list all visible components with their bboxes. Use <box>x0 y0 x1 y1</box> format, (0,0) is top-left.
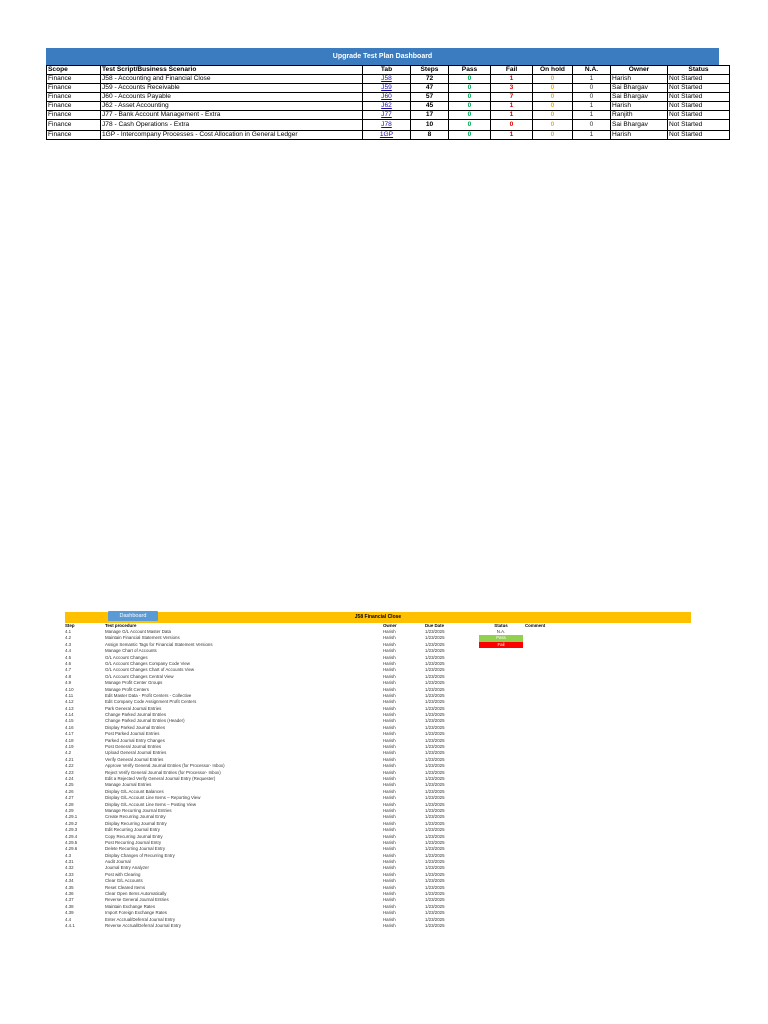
step-owner: Harish <box>383 673 396 679</box>
cell-pass: 0 <box>449 93 491 102</box>
step-due-date: 1/23/2025 <box>425 795 445 801</box>
step-procedure: Delete Recurring Journal Entry <box>105 846 166 852</box>
step-number: 4.26 <box>65 788 74 794</box>
step-status: Fail <box>479 642 523 648</box>
step-number: 4.4 <box>65 916 72 922</box>
step-owner: Harish <box>383 807 396 813</box>
cell-hold: 0 <box>533 75 573 84</box>
step-owner: Harish <box>383 744 396 750</box>
step-owner: Harish <box>383 705 396 711</box>
step-procedure: Display G/L Account Balances <box>105 788 164 794</box>
step-number: 4.10 <box>65 686 74 692</box>
step-owner: Harish <box>383 884 396 890</box>
col-hold: On hold <box>533 66 573 75</box>
step-procedure: G/L Account Changes Chart of Accounts View <box>105 667 195 673</box>
step-number: 4.29.2 <box>65 820 78 826</box>
step-number: 4.25 <box>65 782 74 788</box>
step-number: 4.28 <box>65 801 74 807</box>
dashboard-row <box>47 75 730 84</box>
step-owner: Harish <box>383 629 396 634</box>
step-number: 4.18 <box>65 737 74 743</box>
step-due-date: 1/23/2025 <box>425 635 445 641</box>
step-number: 4.39 <box>65 910 74 916</box>
step-number: 4.34 <box>65 878 74 884</box>
col-pass: Pass <box>449 66 491 75</box>
col-na: N.A. <box>573 66 611 75</box>
step-procedure: Display G/L Account Line Items – Reporting View <box>105 795 201 801</box>
cell-owner: Sai Bhargav <box>611 120 668 131</box>
step-owner: Harish <box>383 750 396 756</box>
step-procedure: Display Changes of Recurring Entry <box>105 852 175 858</box>
step-number: 4.29.1 <box>65 814 78 820</box>
step-owner: Harish <box>383 859 396 865</box>
tab-link[interactable]: J77 <box>363 111 411 120</box>
cell-scenario: 1GP - Intercompany Processes - Cost Allocation in General Ledger <box>101 131 363 140</box>
step-owner: Harish <box>383 795 396 801</box>
cell-status: Not Started <box>668 93 730 102</box>
step-owner: Harish <box>383 737 396 743</box>
step-due-date: 1/23/2025 <box>425 782 445 788</box>
step-number: 4.33 <box>65 871 74 877</box>
step-procedure: Manage Chart of Accounts <box>105 648 157 654</box>
step-number: 4.9 <box>65 680 72 686</box>
step-number: 4.3 <box>65 641 72 647</box>
step-due-date: 1/23/2025 <box>425 750 445 756</box>
cell-pass: 0 <box>449 75 491 84</box>
sheet-title-bar <box>65 612 691 623</box>
step-procedure: Change Parked Journal Entries <box>105 712 167 718</box>
step-owner: Harish <box>383 635 396 641</box>
step-due-date: 1/23/2025 <box>425 884 445 890</box>
step-number: 4.27 <box>65 795 74 801</box>
step-number: 4.5 <box>65 654 72 660</box>
cell-pass: 0 <box>449 102 491 111</box>
step-due-date: 1/23/2025 <box>425 756 445 762</box>
step-due-date: 1/23/2025 <box>425 712 445 718</box>
step-number: 4.38 <box>65 903 74 909</box>
step-due-date: 1/23/2025 <box>425 660 445 666</box>
step-owner: Harish <box>383 763 396 769</box>
step-number: 4.13 <box>65 705 74 711</box>
cell-owner: Harish <box>611 131 668 140</box>
step-number: 4.31 <box>65 859 74 865</box>
step-procedure: Journal Entry Analyzer <box>105 865 149 871</box>
step-procedure: Audit Journal <box>105 859 131 865</box>
cell-fail: 3 <box>491 84 533 93</box>
cell-fail: 1 <box>491 75 533 84</box>
cell-status: Not Started <box>668 111 730 120</box>
step-due-date: 1/23/2025 <box>425 852 445 858</box>
step-owner: Harish <box>383 641 396 647</box>
step-procedure: Post Recurring Journal Entry <box>105 839 162 845</box>
step-number: 4.4.1 <box>65 922 75 928</box>
step-procedure: G/L Account Changes Central View <box>105 673 174 679</box>
step-due-date: 1/23/2025 <box>425 871 445 877</box>
step-due-date: 1/23/2025 <box>425 737 445 743</box>
cell-owner: Sai Bhargav <box>611 84 668 93</box>
dashboard-button[interactable]: Dashboard <box>108 611 158 621</box>
step-procedure: Manage G/L Account Master Data <box>105 629 171 634</box>
cell-scope: Finance <box>47 93 101 102</box>
hdr-comment: Comment <box>525 623 546 628</box>
step-number: 4.17 <box>65 731 74 737</box>
step-procedure: Verify General Journal Entries <box>105 756 164 762</box>
cell-scenario: J62 - Asset Accounting <box>101 102 363 111</box>
cell-owner: Harish <box>611 102 668 111</box>
step-number: 4.6 <box>65 660 72 666</box>
step-due-date: 1/23/2025 <box>425 846 445 852</box>
cell-scope: Finance <box>47 131 101 140</box>
step-number: 4.11 <box>65 692 74 698</box>
step-due-date: 1/23/2025 <box>425 692 445 698</box>
step-due-date: 1/23/2025 <box>425 910 445 916</box>
step-owner: Harish <box>383 775 396 781</box>
cell-na: 1 <box>573 131 611 140</box>
step-owner: Harish <box>383 756 396 762</box>
step-procedure: Reject Verify General Journal Entries (for Processor- Inbox) <box>105 769 221 775</box>
cell-scenario: J58 - Accounting and Financial Close <box>101 75 363 84</box>
cell-hold: 0 <box>533 93 573 102</box>
step-procedure: Manage Recurring Journal Entries <box>105 807 172 813</box>
cell-hold: 0 <box>533 102 573 111</box>
step-due-date: 1/23/2025 <box>425 903 445 909</box>
step-owner: Harish <box>383 903 396 909</box>
step-procedure: Manage Profit Centers <box>105 686 149 692</box>
cell-na: 0 <box>573 84 611 93</box>
cell-status: Not Started <box>668 120 730 131</box>
step-due-date: 1/23/2025 <box>425 916 445 922</box>
step-procedure: Approve Verify General Journal Entries (for Processor- Inbox) <box>105 763 225 769</box>
step-procedure: G/L Account Changes Company Code View <box>105 660 190 666</box>
dashboard-body <box>47 75 730 140</box>
step-number: 4.37 <box>65 897 74 903</box>
cell-steps: 17 <box>411 111 449 120</box>
sheet-title: J58 Financial Close <box>354 614 402 620</box>
col-tab: Tab <box>363 66 411 75</box>
step-number: 4.2 <box>65 635 72 641</box>
step-owner: Harish <box>383 897 396 903</box>
step-owner: Harish <box>383 839 396 845</box>
hdr-procedure: Test procedure <box>105 623 137 628</box>
step-procedure: Edit Company Code Assignment Profit Centers <box>105 699 197 705</box>
step-owner: Harish <box>383 916 396 922</box>
step-number: 4.29.3 <box>65 827 78 833</box>
step-due-date: 1/23/2025 <box>425 699 445 705</box>
cell-scenario: J60 - Accounts Payable <box>101 93 363 102</box>
dashboard-grid <box>46 65 730 140</box>
dashboard-row <box>47 120 730 131</box>
step-procedure: G/L Account Changes <box>105 654 148 660</box>
step-owner: Harish <box>383 769 396 775</box>
step-procedure: Copy Recurring Journal Entry <box>105 833 163 839</box>
dashboard-row <box>47 131 730 140</box>
step-procedure: Post Parked Journal Entries <box>105 731 160 737</box>
step-procedure: Upload General Journal Entries <box>105 750 167 756</box>
cell-status: Not Started <box>668 84 730 93</box>
step-owner: Harish <box>383 667 396 673</box>
cell-status: Not Started <box>668 131 730 140</box>
step-owner: Harish <box>383 878 396 884</box>
step-number: 4.7 <box>65 667 72 673</box>
step-procedure: Create Recurring Journal Entry <box>105 814 166 820</box>
step-due-date: 1/23/2025 <box>425 705 445 711</box>
step-owner: Harish <box>383 833 396 839</box>
col-scenario: Test Script/Business Scenario <box>101 66 363 75</box>
step-owner: Harish <box>383 692 396 698</box>
tab-link[interactable]: J60 <box>363 93 411 102</box>
step-number: 4.19 <box>65 744 74 750</box>
step-due-date: 1/23/2025 <box>425 801 445 807</box>
cell-scenario: J78 - Cash Operations - Extra <box>101 120 363 131</box>
step-procedure: Edit a Rejected Verify General Journal Entry (Requester) <box>105 775 216 781</box>
tab-link[interactable]: J59 <box>363 84 411 93</box>
step-due-date: 1/23/2025 <box>425 807 445 813</box>
step-due-date: 1/23/2025 <box>425 775 445 781</box>
cell-pass: 0 <box>449 120 491 131</box>
step-owner: Harish <box>383 814 396 820</box>
step-number: 4.35 <box>65 884 74 890</box>
step-owner: Harish <box>383 865 396 871</box>
tab-link[interactable]: J62 <box>363 102 411 111</box>
step-procedure: Change Parked Journal Entries (Header) <box>105 718 185 724</box>
step-owner: Harish <box>383 648 396 654</box>
cell-owner: Sai Bhargav <box>611 93 668 102</box>
step-due-date: 1/23/2025 <box>425 769 445 775</box>
col-status: Status <box>668 66 730 75</box>
step-owner: Harish <box>383 712 396 718</box>
cell-scope: Finance <box>47 75 101 84</box>
step-procedure: Post General Journal Entries <box>105 744 162 750</box>
step-due-date: 1/23/2025 <box>425 731 445 737</box>
step-owner: Harish <box>383 660 396 666</box>
cell-fail: 1 <box>491 102 533 111</box>
step-due-date: 1/23/2025 <box>425 820 445 826</box>
step-owner: Harish <box>383 731 396 737</box>
step-procedure: Maintain Financial Statement Versions <box>105 635 180 641</box>
step-procedure: Enter Accrual/Deferral Journal Entry <box>105 916 176 922</box>
step-owner: Harish <box>383 654 396 660</box>
cell-hold: 0 <box>533 131 573 140</box>
step-procedure: Post with Clearing <box>105 871 141 877</box>
dashboard-table <box>46 48 719 140</box>
step-owner: Harish <box>383 782 396 788</box>
col-scope: Scope <box>47 66 101 75</box>
cell-pass: 0 <box>449 84 491 93</box>
tab-link[interactable]: J78 <box>363 120 411 131</box>
step-number: 4.32 <box>65 865 74 871</box>
step-due-date: 1/23/2025 <box>425 744 445 750</box>
cell-hold: 0 <box>533 84 573 93</box>
col-steps: Steps <box>411 66 449 75</box>
hdr-due-date: Due Date <box>425 623 445 628</box>
step-owner: Harish <box>383 922 396 928</box>
step-number: 4.24 <box>65 775 74 781</box>
cell-na: 0 <box>573 93 611 102</box>
cell-fail: 1 <box>491 131 533 140</box>
cell-scenario: J59 - Accounts Receivable <box>101 84 363 93</box>
step-procedure: Clear Open Items Automatically <box>105 891 167 897</box>
dashboard-row <box>47 111 730 120</box>
step-number: 4.21 <box>65 756 74 762</box>
step-procedure: Manage Journal Entries <box>105 782 152 788</box>
step-number: 4.16 <box>65 724 74 730</box>
step-owner: Harish <box>383 852 396 858</box>
step-owner: Harish <box>383 827 396 833</box>
cell-scope: Finance <box>47 111 101 120</box>
step-number: 4.1 <box>65 629 72 634</box>
step-due-date: 1/23/2025 <box>425 718 445 724</box>
step-procedure: Maintain Exchange Rates <box>105 903 156 909</box>
step-number: 4.29.5 <box>65 839 78 845</box>
step-due-date: 1/23/2025 <box>425 641 445 647</box>
cell-hold: 0 <box>533 120 573 131</box>
step-due-date: 1/23/2025 <box>425 654 445 660</box>
step-due-date: 1/23/2025 <box>425 680 445 686</box>
step-procedure: Parked Journal Entry Changes <box>105 737 165 743</box>
cell-na: 0 <box>573 120 611 131</box>
step-number: 4.29.6 <box>65 846 78 852</box>
dashboard-row <box>47 102 730 111</box>
step-procedure: Park General Journal Entries <box>105 705 162 711</box>
step-procedure: Edit Recurring Journal Entry <box>105 827 160 833</box>
col-owner: Owner <box>611 66 668 75</box>
cell-hold: 0 <box>533 111 573 120</box>
hdr-owner: Owner <box>383 623 397 628</box>
hdr-status: Status <box>494 623 508 628</box>
step-due-date: 1/23/2025 <box>425 648 445 654</box>
cell-steps: 10 <box>411 120 449 131</box>
dashboard-title: Upgrade Test Plan Dashboard <box>46 48 719 65</box>
step-number: 4.2 <box>65 750 72 756</box>
cell-fail: 7 <box>491 93 533 102</box>
step-number: 4.23 <box>65 769 74 775</box>
cell-steps: 45 <box>411 102 449 111</box>
step-status: Pass <box>479 635 523 641</box>
tab-link[interactable]: J58 <box>363 75 411 84</box>
step-due-date: 1/23/2025 <box>425 827 445 833</box>
dashboard-header-row <box>47 66 730 75</box>
step-status: N.A. <box>496 629 506 634</box>
step-due-date: 1/23/2025 <box>425 897 445 903</box>
step-procedure: Clear G/L Accounts <box>105 878 143 884</box>
step-procedure: Display Parked Journal Entries <box>105 724 166 730</box>
step-owner: Harish <box>383 871 396 877</box>
step-due-date: 1/23/2025 <box>425 788 445 794</box>
step-due-date: 1/23/2025 <box>425 859 445 865</box>
step-owner: Harish <box>383 910 396 916</box>
step-procedure: Edit Master Data - Profit Centers - Collective <box>105 692 192 698</box>
cell-steps: 47 <box>411 84 449 93</box>
step-due-date: 1/23/2025 <box>425 865 445 871</box>
cell-scope: Finance <box>47 84 101 93</box>
step-procedure: Reverse General Journal Entries <box>105 897 169 903</box>
step-due-date: 1/23/2025 <box>425 667 445 673</box>
step-owner: Harish <box>383 891 396 897</box>
step-number: 4.29.4 <box>65 833 78 839</box>
cell-na: 1 <box>573 111 611 120</box>
tab-link[interactable]: 1GP <box>363 131 411 140</box>
cell-pass: 0 <box>449 131 491 140</box>
cell-steps: 57 <box>411 93 449 102</box>
cell-na: 1 <box>573 102 611 111</box>
cell-owner: Ranjith <box>611 111 668 120</box>
step-number: 4.12 <box>65 699 74 705</box>
dashboard-row <box>47 84 730 93</box>
cell-fail: 0 <box>491 120 533 131</box>
step-number: 4.36 <box>65 891 74 897</box>
cell-scenario: J77 - Bank Account Management - Extra <box>101 111 363 120</box>
step-number: 4.15 <box>65 718 74 724</box>
step-procedure: Manage Profit Center Groups <box>105 680 163 686</box>
sheet-body <box>65 629 691 929</box>
cell-status: Not Started <box>668 75 730 84</box>
step-owner: Harish <box>383 718 396 724</box>
step-due-date: 1/23/2025 <box>425 629 445 634</box>
step-owner: Harish <box>383 846 396 852</box>
step-owner: Harish <box>383 680 396 686</box>
step-owner: Harish <box>383 686 396 692</box>
step-procedure: Import Foreign Exchange Rates <box>105 910 167 916</box>
step-due-date: 1/23/2025 <box>425 686 445 692</box>
step-number: 4.8 <box>65 673 72 679</box>
cell-scope: Finance <box>47 120 101 131</box>
step-due-date: 1/23/2025 <box>425 814 445 820</box>
step-number: 4.29 <box>65 807 74 813</box>
cell-pass: 0 <box>449 111 491 120</box>
cell-fail: 1 <box>491 111 533 120</box>
cell-scope: Finance <box>47 102 101 111</box>
step-number: 4.22 <box>65 763 74 769</box>
step-due-date: 1/23/2025 <box>425 673 445 679</box>
step-due-date: 1/23/2025 <box>425 839 445 845</box>
step-owner: Harish <box>383 788 396 794</box>
step-number: 4.4 <box>65 648 72 654</box>
step-owner: Harish <box>383 820 396 826</box>
step-procedure: Reverse Accrual/Deferral Journal Entry <box>105 922 181 928</box>
step-procedure: Display G/L Account Line Items – Posting View <box>105 801 197 807</box>
cell-steps: 8 <box>411 131 449 140</box>
step-owner: Harish <box>383 699 396 705</box>
step-number: 4.3 <box>65 852 72 858</box>
col-fail: Fail <box>491 66 533 75</box>
j58-sheet <box>65 612 691 929</box>
step-due-date: 1/23/2025 <box>425 878 445 884</box>
step-procedure: Assign Semantic Tags for Financial Statement Versions <box>105 641 213 647</box>
cell-owner: Harish <box>611 75 668 84</box>
cell-status: Not Started <box>668 102 730 111</box>
dashboard-row <box>47 93 730 102</box>
cell-steps: 72 <box>411 75 449 84</box>
step-owner: Harish <box>383 724 396 730</box>
step-due-date: 1/23/2025 <box>425 763 445 769</box>
cell-na: 1 <box>573 75 611 84</box>
hdr-step: Step <box>65 623 75 628</box>
step-row <box>65 923 691 929</box>
step-due-date: 1/23/2025 <box>425 891 445 897</box>
step-due-date: 1/23/2025 <box>425 922 445 928</box>
step-number: 4.14 <box>65 712 74 718</box>
step-due-date: 1/23/2025 <box>425 724 445 730</box>
step-due-date: 1/23/2025 <box>425 833 445 839</box>
step-owner: Harish <box>383 801 396 807</box>
step-procedure: Reset Cleared Items <box>105 884 146 890</box>
step-procedure: Display Recurring Journal Entry <box>105 820 167 826</box>
